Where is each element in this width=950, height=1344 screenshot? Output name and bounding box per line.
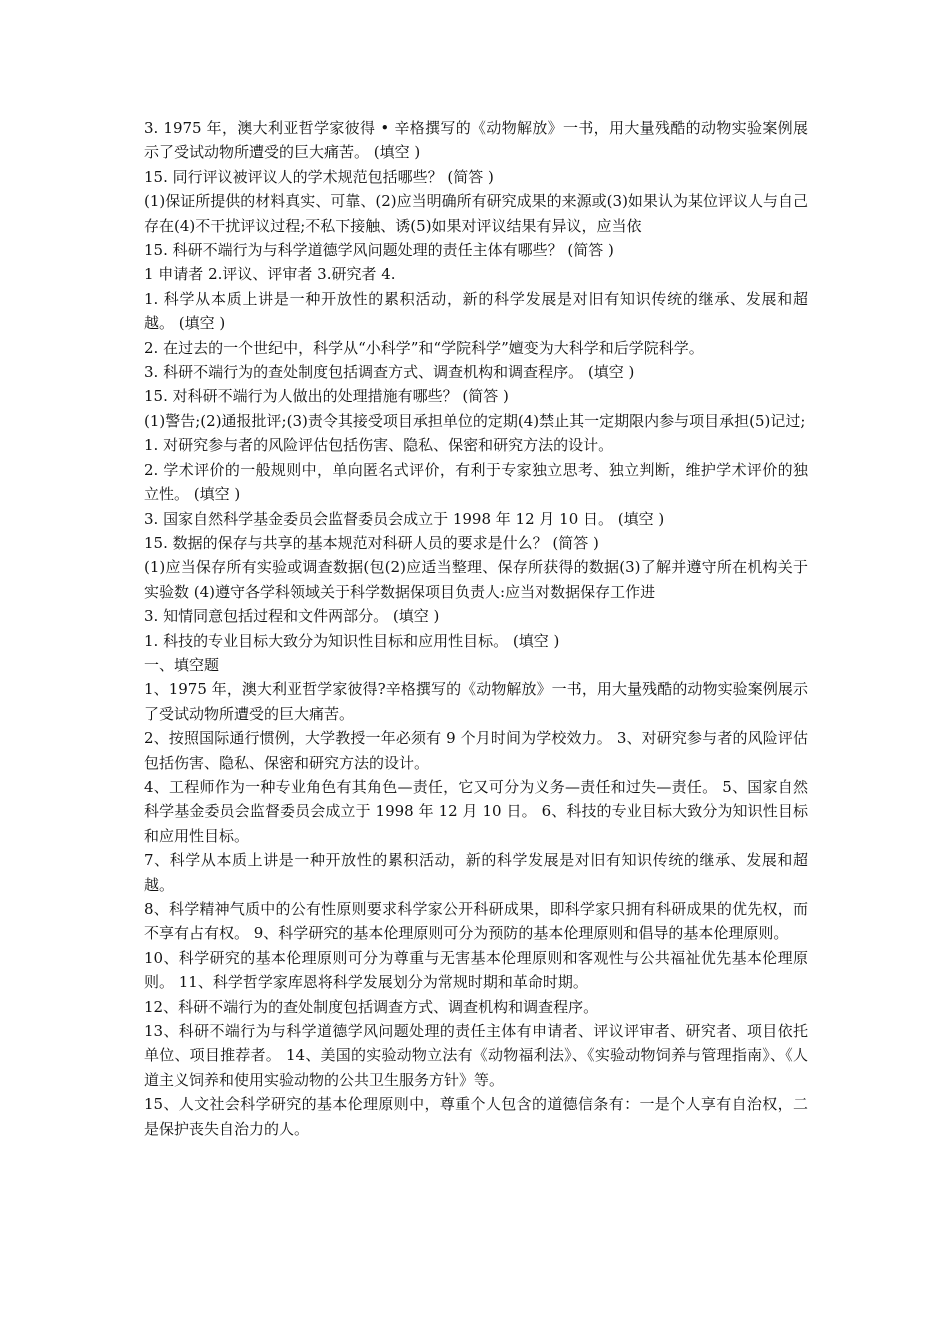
paragraph: 12、科研不端行为的查处制度包括调查方式、调查机构和调查程序。 [144, 997, 599, 1016]
paragraph: 1. 科技的专业目标大致分为知识性目标和应用性目标。 (填空 ) [144, 631, 560, 650]
paragraph: 15. 数据的保存与共享的基本规范对科研人员的要求是什么？ (简答 ) [144, 533, 599, 552]
paragraph: 1 申请者 2.评议、评审者 3.研究者 4. [144, 265, 396, 284]
paragraph: 2. 在过去的一个世纪中，科学从“小科学”和“学院科学”嬗变为大科学和后学院科学。 [144, 338, 704, 357]
paragraph: 4、工程师作为一种专业角色有其角色—责任，它又可分为义务—责任和过失—责任。 5、国家自然科学基金委员会监督委员会成立于 1998 年 12 月 10 日。 6、科技的专业目标大致分为知识性目标和应用性目标。 [144, 777, 808, 845]
paragraph: 2. 学术评价的一般规则中，单向匿名式评价，有利于专家独立思考、独立判断，维护学术评价的独立性。 (填空 ) [144, 460, 808, 504]
paragraph: 15. 科研不端行为与科学道德学风问题处理的责任主体有哪些？ (简答 ) [144, 241, 614, 260]
paragraph: 3. 国家自然科学基金委员会监督委员会成立于 1998 年 12 月 10 日。 (填空 ) [144, 509, 665, 528]
paragraph: 3. 1975 年，澳大利亚哲学家彼得 • 辛格撰写的《动物解放》一书，用大量残酷的动物实验案例展示了受试动物所遭受的巨大痛苦。 (填空 ) [144, 119, 808, 162]
paragraph: 10、科学研究的基本伦理原则可分为尊重与无害基本伦理原则和客观性与公共福祉优先基本伦理原则。 11、科学哲学家库恩将科学发展划分为常规时期和革命时期。 [144, 948, 808, 992]
paragraph: (1)保证所提供的材料真实、可靠、(2)应当明确所有研究成果的来源或(3)如果认为某位评议人与自己存在(4)不干扰评议过程;不私下接触、诱(5)如果对评议结果有异议，应当依 [144, 192, 808, 235]
paragraph: 15、人文社会科学研究的基本伦理原则中，尊重个人包含的道德信条有：一是个人享有自治权，二是保护丧失自治力的人。 [144, 1095, 808, 1138]
paragraph: 1、1975 年，澳大利亚哲学家彼得?辛格撰写的《动物解放》一书，用大量残酷的动物实验案例展示了受试动物所遭受的巨大痛苦。 [144, 680, 808, 723]
paragraph: 3. 知情同意包括过程和文件两部分。 (填空 ) [144, 607, 440, 626]
paragraph: 3. 科研不端行为的查处制度包括调查方式、调查机构和调查程序。 (填空 ) [144, 363, 635, 382]
paragraph: (1)应当保存所有实验或调查数据(包(2)应适当整理、保存所获得的数据(3)了解并遵守所在机构关于实验数 (4)遵守各学科领域关于科学数据保项目负责人:应当对数据保存工作进 [144, 558, 808, 601]
paragraph: 8、科学精神气质中的公有性原则要求科学家公开科研成果，即科学家只拥有科研成果的优先权，而不享有占有权。 9、科学研究的基本伦理原则可分为预防的基本伦理原则和倡导的基本伦理原则。 [144, 900, 808, 943]
paragraph: (1)警告;(2)通报批评;(3)责令其接受项目承担单位的定期(4)禁止其一定期限内参与项目承担(5)记过; [144, 411, 806, 430]
paragraph: 7、科学从本质上讲是一种开放性的累积活动，新的科学发展是对旧有知识传统的继承、发展和超越。 [144, 851, 808, 894]
paragraph: 15. 同行评议被评议人的学术规范包括哪些？ (简答 ) [144, 167, 494, 186]
paragraph: 2、按照国际通行惯例，大学教授一年必须有 9 个月时间为学校效力。 3、对研究参与者的风险评估包括伤害、隐私、保密和研究方法的设计。 [144, 729, 808, 772]
paragraph: 13、科研不端行为与科学道德学风问题处理的责任主体有申请者、评议评审者、研究者、项目依托单位、项目推荐者。 14、美国的实验动物立法有《动物福利法》、《实验动物饲养与管理指南》、《人道主义饲养和使用实验动物的公共卫生服务方针》等。 [144, 1022, 808, 1089]
section-heading: 一、填空题 [144, 655, 220, 674]
paragraph: 1. 对研究参与者的风险评估包括伤害、隐私、保密和研究方法的设计。 [144, 436, 614, 455]
paragraph: 15. 对科研不端行为人做出的处理措施有哪些？ (简答 ) [144, 387, 509, 406]
document-body [144, 116, 808, 1141]
paragraph: 1. 科学从本质上讲是一种开放性的累积活动，新的科学发展是对旧有知识传统的继承、发展和超越。 (填空 ) [144, 289, 808, 333]
